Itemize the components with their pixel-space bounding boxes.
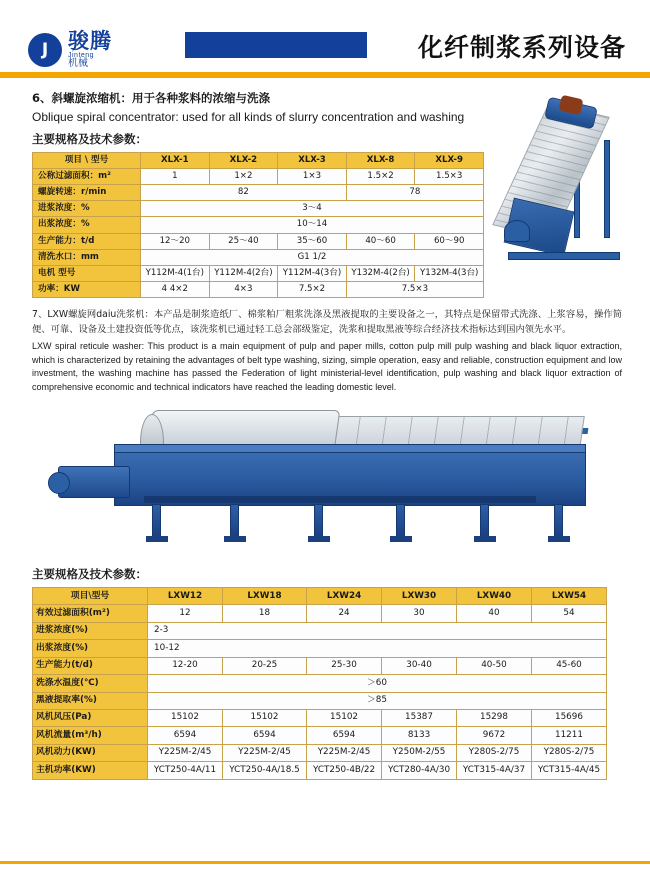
- table-cell: YCT250-4B/22: [307, 762, 382, 779]
- table-row-label: 主机功率(KW): [33, 762, 148, 779]
- table-cell: 82: [141, 184, 347, 200]
- oblique-spiral-concentrator-image: [500, 100, 632, 272]
- section6-title-cn: 6、斜螺旋浓缩机：用于各种浆料的浓缩与洗涤: [32, 91, 270, 105]
- machine-foot: [308, 536, 330, 542]
- table-cell: 12: [148, 605, 223, 622]
- table-row: [33, 709, 607, 726]
- logo-brand-suffix: 机械: [68, 58, 88, 70]
- table-row: [33, 605, 607, 622]
- table-cell: 25-30: [307, 657, 382, 674]
- header-accent-bar: [185, 32, 367, 58]
- section7-paragraph-en: LXW spiral reticule washer: This product is a main equipment of pulp and paper mills, cotton pulp mill pulp washing and black liquor extraction, which is characterized by retaining the advantages of belt type washing, sizing, simple operation, easy and reliable, construction equipment and low investment, the washing machine has passed the Federation of light ministerial-level identification, pulp washing and black liquor extraction of comprehensive economic and technical indicators have reached the leading domestic level.: [32, 341, 622, 392]
- table-row: [33, 657, 607, 674]
- lxw-spiral-reticule-washer-image: [44, 400, 610, 552]
- table-row-label: 出浆浓度(%): [33, 640, 148, 657]
- table-cell: Y250M-2/55: [382, 744, 457, 761]
- table-row-label: 风机风压(Pa): [33, 709, 148, 726]
- machine-base: [508, 252, 620, 260]
- table-cell: 40: [457, 605, 532, 622]
- machine-foot: [224, 536, 246, 542]
- table-row-label: 生产能力(t/d): [33, 657, 148, 674]
- table-cell: 15387: [382, 709, 457, 726]
- footer-rule: [0, 861, 650, 864]
- table-cell: 40～60: [346, 233, 415, 249]
- table-cell: 30: [382, 605, 457, 622]
- table-cell: 30-40: [382, 657, 457, 674]
- table-row-label: 生产能力：t/d: [33, 233, 141, 249]
- table-cell: Y112M-4(2台): [209, 265, 278, 281]
- machine-motor: [504, 220, 530, 242]
- table-column-header: XLX-1: [141, 152, 210, 168]
- table-column-header: LXW18: [222, 588, 306, 605]
- table-row-label: 清洗水口：mm: [33, 249, 141, 265]
- table-cell: 54: [531, 605, 606, 622]
- machine-foot: [474, 536, 496, 542]
- table-column-header: 项目 \ 型号: [33, 152, 141, 168]
- table-column-header: XLX-3: [278, 152, 347, 168]
- table-cell: 11211: [531, 727, 606, 744]
- table-cell: 1.5×3: [415, 168, 484, 184]
- table-cell: 45-60: [531, 657, 606, 674]
- table-row-label: 风机流量(m³/h): [33, 727, 148, 744]
- table-cell: 10-12: [148, 640, 607, 657]
- section6-spec-table: [32, 152, 484, 299]
- table-row-label: 进浆浓度：%: [33, 201, 141, 217]
- machine-foot: [390, 536, 412, 542]
- machine-leg: [152, 504, 161, 538]
- table-row: [33, 168, 484, 184]
- table-cell: Y225M-2/45: [307, 744, 382, 761]
- table-row: [33, 201, 484, 217]
- machine-leg: [396, 504, 405, 538]
- table-row: [33, 692, 607, 709]
- table-row: [33, 265, 484, 281]
- logo-brand-cn: 骏腾: [68, 29, 112, 54]
- machine-leg: [314, 504, 323, 538]
- table-column-header: XLX-2: [209, 152, 278, 168]
- table-cell: 15298: [457, 709, 532, 726]
- table-cell: 10～14: [141, 217, 484, 233]
- page-header: [0, 0, 650, 78]
- table-cell: YCT250-4A/11: [148, 762, 223, 779]
- table-column-header: XLX-8: [346, 152, 415, 168]
- table-cell: Y132M-4(2台): [346, 265, 415, 281]
- table-row-label: 黑液提取率(%): [33, 692, 148, 709]
- table-cell: YCT280-4A/30: [382, 762, 457, 779]
- table-column-header: LXW12: [148, 588, 223, 605]
- table-cell: 40-50: [457, 657, 532, 674]
- table-row: [33, 217, 484, 233]
- table-cell: 3～4: [141, 201, 484, 217]
- table-cell: 6594: [307, 727, 382, 744]
- table-row: [33, 622, 607, 639]
- table-row-label: 功率：KW: [33, 282, 141, 298]
- machine-leg: [604, 140, 610, 238]
- table-cell: 12-20: [148, 657, 223, 674]
- company-logo: [28, 30, 160, 70]
- section6-title-en: Oblique spiral concentrator: used for all kinds of slurry concentration and washing: [32, 110, 465, 125]
- table-cell: 1.5×2: [346, 168, 415, 184]
- section7-paragraph-cn: 7、LXW螺旋网daiu洗浆机：本产品是制浆造纸厂、棉浆粕厂粗浆洗涤及黑液提取的主要设备之一，其特点是保留带式洗涤、上浆容易，操作简便、可靠、设备及土建投资低等优点，该洗浆机已通过轻工总会部级鉴定，洗浆和提取黑液等综合经济技术指标达到国内领先水平。: [32, 309, 622, 335]
- table-column-header: XLX-9: [415, 152, 484, 168]
- table-row: [33, 249, 484, 265]
- table-row-label: 公称过滤面积：m²: [33, 168, 141, 184]
- machine-foot: [146, 536, 168, 542]
- machine-leg: [480, 504, 489, 538]
- machine-foot: [548, 536, 570, 542]
- table-cell: 35～60: [278, 233, 347, 249]
- table-cell: 7.5×3: [346, 282, 483, 298]
- table-row: [33, 184, 484, 200]
- table-row-label: 洗涤水温度(℃): [33, 675, 148, 692]
- table-cell: 8133: [382, 727, 457, 744]
- machine-motor-cylinder: [48, 472, 70, 494]
- table-header-row: [33, 588, 607, 605]
- table-cell: 15102: [148, 709, 223, 726]
- table-cell: Y280S-2/75: [531, 744, 606, 761]
- table-row-label: 进浆浓度(%): [33, 622, 148, 639]
- table-row-label: 出浆浓度：%: [33, 217, 141, 233]
- logo-mark-icon: J: [28, 33, 62, 67]
- table-row: [33, 675, 607, 692]
- section7-spec-label: 主要规格及技术参数：: [32, 567, 147, 581]
- table-cell: 15696: [531, 709, 606, 726]
- table-cell: 1×3: [278, 168, 347, 184]
- table-cell: Y112M-4(1台): [141, 265, 210, 281]
- table-cell: 12～20: [141, 233, 210, 249]
- table-cell: 9672: [457, 727, 532, 744]
- table-cell: 4×3: [209, 282, 278, 298]
- table-cell: 60～90: [415, 233, 484, 249]
- section6-spec-label: 主要规格及技术参数：: [32, 131, 147, 146]
- table-row-label: 有效过滤面积(m²): [33, 605, 148, 622]
- table-cell: Y280S-2/75: [457, 744, 532, 761]
- table-row: [33, 762, 607, 779]
- table-cell: 18: [222, 605, 306, 622]
- table-cell: 1×2: [209, 168, 278, 184]
- machine-pipe: [144, 496, 536, 503]
- table-cell: ＞85: [148, 692, 607, 709]
- table-column-header: LXW54: [531, 588, 606, 605]
- table-row: [33, 282, 484, 298]
- table-cell: 7.5×2: [278, 282, 347, 298]
- machine-leg: [230, 504, 239, 538]
- table-row: [33, 744, 607, 761]
- table-cell: 2-3: [148, 622, 607, 639]
- table-row-label: 螺旋转速：r/min: [33, 184, 141, 200]
- page-title: 化纤制浆系列设备: [417, 33, 626, 62]
- table-cell: Y225M-2/45: [222, 744, 306, 761]
- logo-text: [68, 30, 112, 70]
- table-header-row: [33, 152, 484, 168]
- table-cell: 25～40: [209, 233, 278, 249]
- table-column-header: LXW24: [307, 588, 382, 605]
- table-row-label: 电机 型号: [33, 265, 141, 281]
- table-column-header: LXW30: [382, 588, 457, 605]
- table-cell: Y112M-4(3台): [278, 265, 347, 281]
- table-cell: 15102: [307, 709, 382, 726]
- table-cell: 78: [346, 184, 483, 200]
- table-column-header: 项目\型号: [33, 588, 148, 605]
- machine-leg: [554, 504, 563, 538]
- section7-spec-table: [32, 587, 607, 780]
- logo-brand-pinyin: Jinteng: [68, 52, 95, 60]
- table-cell: 20-25: [222, 657, 306, 674]
- table-cell: 6594: [148, 727, 223, 744]
- table-cell: YCT315-4A/45: [531, 762, 606, 779]
- table-cell: 1: [141, 168, 210, 184]
- table-cell: G1 1/2: [141, 249, 484, 265]
- table-cell: YCT250-4A/18.5: [222, 762, 306, 779]
- table-cell: 15102: [222, 709, 306, 726]
- table-cell: 4 4×2: [141, 282, 210, 298]
- table-column-header: LXW40: [457, 588, 532, 605]
- table-row-label: 风机动力(KW): [33, 744, 148, 761]
- table-cell: Y225M-2/45: [148, 744, 223, 761]
- table-cell: YCT315-4A/37: [457, 762, 532, 779]
- table-cell: Y132M-4(3台): [415, 265, 484, 281]
- table-cell: 24: [307, 605, 382, 622]
- header-underline: [0, 72, 650, 75]
- table-row: [33, 233, 484, 249]
- table-row: [33, 640, 607, 657]
- table-cell: ＞60: [148, 675, 607, 692]
- table-cell: 6594: [222, 727, 306, 744]
- table-row: [33, 727, 607, 744]
